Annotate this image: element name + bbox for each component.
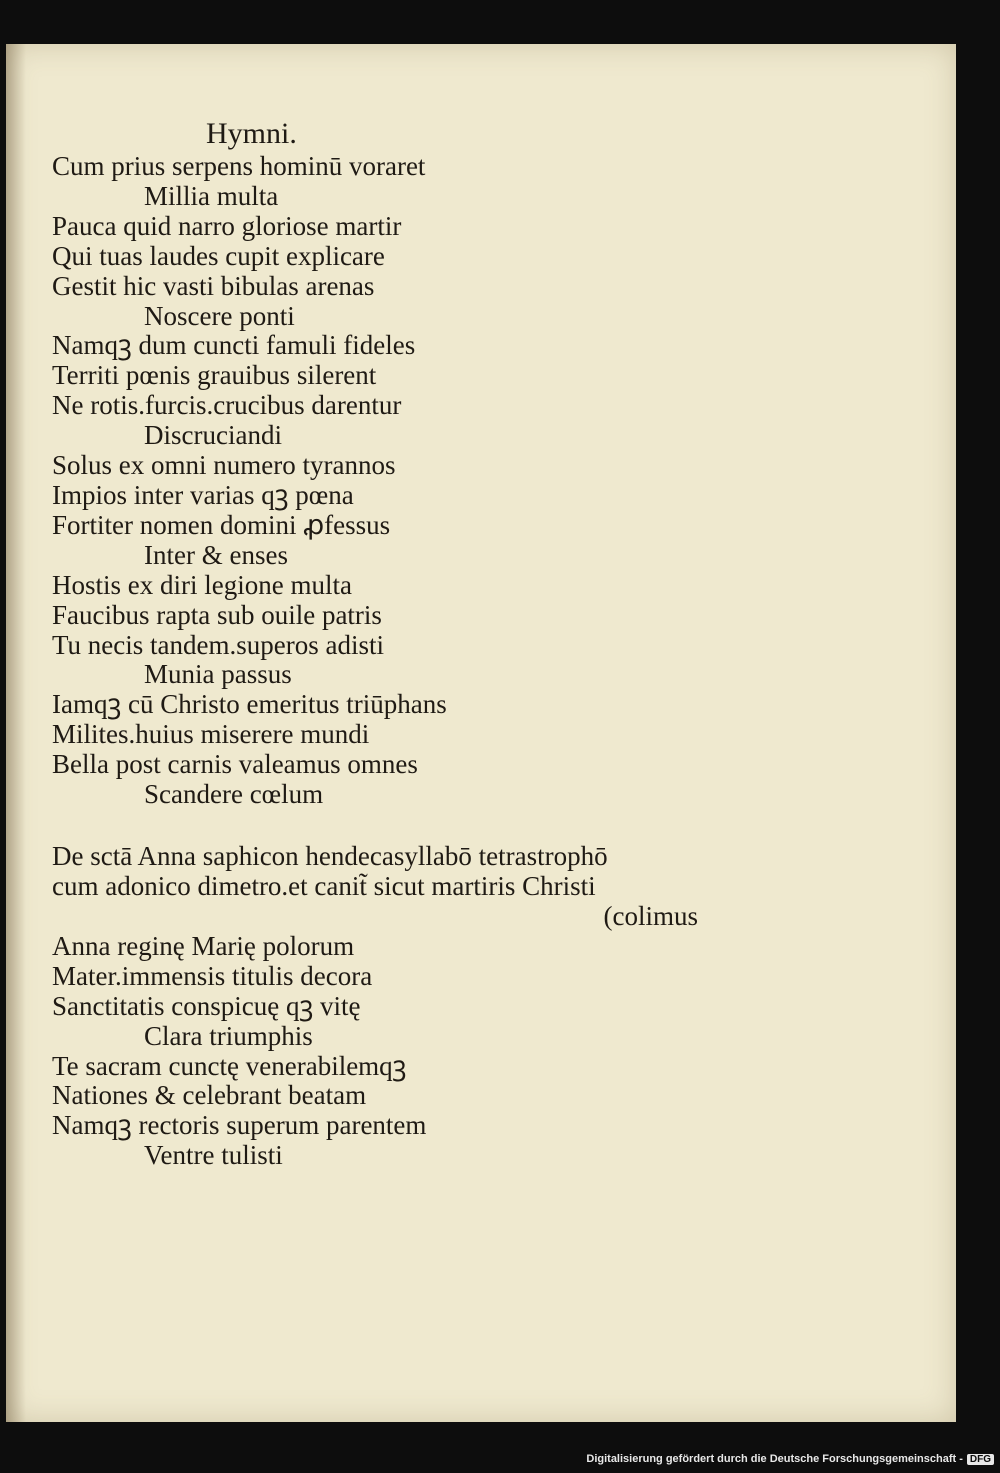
verse-line: Territi pœnis grauibus silerent (52, 360, 377, 391)
verse-line: Cum prius serpens hominū voraret (52, 151, 426, 181)
verse-line: Noscere ponti (144, 300, 295, 331)
verse-line: Munia passus (144, 659, 292, 690)
verse-line: Namqꝫ dum cuncti famuli fideles (52, 330, 416, 361)
dfg-logo: DFG (967, 1454, 994, 1465)
verse-line: Pauca quid narro gloriose martir (52, 210, 402, 241)
verse-line: Namqꝫ rectoris superum parentem (52, 1110, 427, 1141)
verse-line: Qui tuas laudes cupit explicare (52, 240, 385, 271)
page-text (52, 116, 752, 1171)
hymn-verses (52, 152, 752, 810)
verse-line: Anna reginę Marię polorum (52, 930, 355, 961)
digitization-footer (586, 1453, 994, 1465)
hymn-heading: Hymni. (206, 117, 297, 150)
verse-line: Nationes & celebrant beatam (52, 1080, 367, 1111)
rubric-line-2: cum adonico dimetro.et canit̃ sicut martiris Christi (52, 870, 596, 901)
verse-line: Te sacram cunctę venerabilemqꝫ (52, 1050, 407, 1081)
funding-credit: Digitalisierung gefördert durch die Deutsche Forschungsgemeinschaft - (586, 1453, 963, 1465)
verse-line: Gestit hic vasti bibulas arenas (52, 270, 375, 301)
verse-line: Mater.immensis titulis decora (52, 960, 373, 991)
anna-verses (52, 932, 752, 1171)
verse-line: Ne rotis.furcis.crucibus darentur (52, 390, 402, 421)
verse-line: Scandere cœlum (144, 779, 324, 810)
verse-line: Discruciandi (144, 420, 282, 451)
verse-line: Tu necis tandem.superos adisti (52, 629, 384, 660)
verse-line: Faucibus rapta sub ouile patris (52, 599, 382, 630)
verse-line: Sanctitatis conspicuę qꝫ vitę (52, 990, 361, 1021)
verse-line: Hostis ex diri legione multa (52, 569, 352, 600)
verse-line: Milites.huius miserere mundi (52, 719, 370, 750)
book-page (6, 44, 956, 1422)
verse-line: Iamqꝫ cū Christo emeritus triūphans (52, 689, 447, 720)
verse-line: Solus ex omni numero tyrannos (52, 450, 396, 481)
verse-line: Millia multa (144, 180, 279, 211)
verse-line: Bella post carnis valeamus omnes (52, 749, 418, 780)
rubric-line-3: (colimus (603, 900, 698, 931)
verse-line: Fortiter nomen domini ꝓfessus (52, 509, 391, 540)
verse-line: Clara triumphis (144, 1020, 313, 1051)
rubric-line-1: De sctā Anna saphicon hendecasyllabō tetrastrophō (52, 840, 608, 871)
verse-line: Inter & enses (144, 539, 288, 570)
verse-line: Ventre tulisti (144, 1140, 283, 1171)
verse-line: Impios inter varias qꝫ pœna (52, 479, 354, 510)
